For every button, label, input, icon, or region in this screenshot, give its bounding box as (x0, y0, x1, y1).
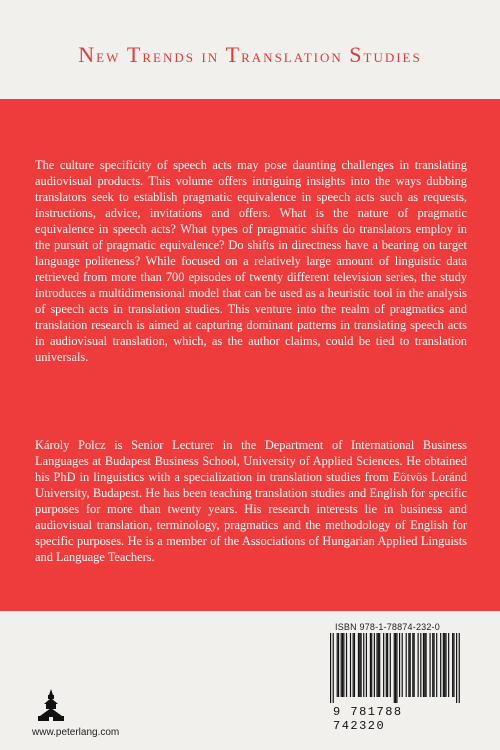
series-word-3: in (201, 46, 220, 66)
barcode-digits: 9 781788 742320 (333, 705, 403, 733)
peter-lang-tower-icon (38, 688, 64, 724)
series-word-2: Trends (126, 42, 195, 67)
series-word-1: New (78, 42, 121, 67)
barcode (330, 633, 460, 703)
red-text-panel (0, 99, 500, 611)
isbn-label: ISBN 978-1-78874-232-0 (335, 622, 440, 632)
series-word-4: Translation (225, 42, 343, 67)
publisher-website: www.peterlang.com (32, 727, 120, 738)
author-bio: Károly Polcz is Senior Lecturer in the Department of International Business Languages at Budapest Business School, University of Applied Sciences. He obtained his PhD in linguistics with a specialization in translation studies from Eötvös Loránd University, Budapest. He has been teaching translation studies and English for specific purposes for more than twenty years. His research interests lie in business and audiovisual translation, terminology, pragmatics and the methodology of English for specific purposes. He is a member of the Associations of Hungarian Applied Linguists and Language Teachers. (35, 438, 467, 564)
series-title (0, 42, 500, 68)
book-description: The culture specificity of speech acts may pose daunting challenges in translating audiovisual products. This volume offers intriguing insights into the ways dubbing translators seek to establish pragmatic equivalence in speech acts such as requests, instructions, advice, invitations and offers. What is the nature of pragmatic equivalence in speech acts? What types of pragmatic shifts do translators employ in the pursuit of pragmatic equivalence? Do shifts in directness have a bearing on target language politeness? While focused on a relatively large amount of linguistic data retrieved from more than 700 episodes of twenty different television series, the study introduces a multidimensional model that can be used as a heuristic tool in the analysis of speech acts in translation studies. This venture into the realm of pragmatics and translation research is aimed at capturing dominant patterns in translating speech acts in audiovisual translation, which, as the author claims, could be tied to translation universals. (35, 158, 467, 364)
series-word-5: Studies (349, 42, 422, 67)
